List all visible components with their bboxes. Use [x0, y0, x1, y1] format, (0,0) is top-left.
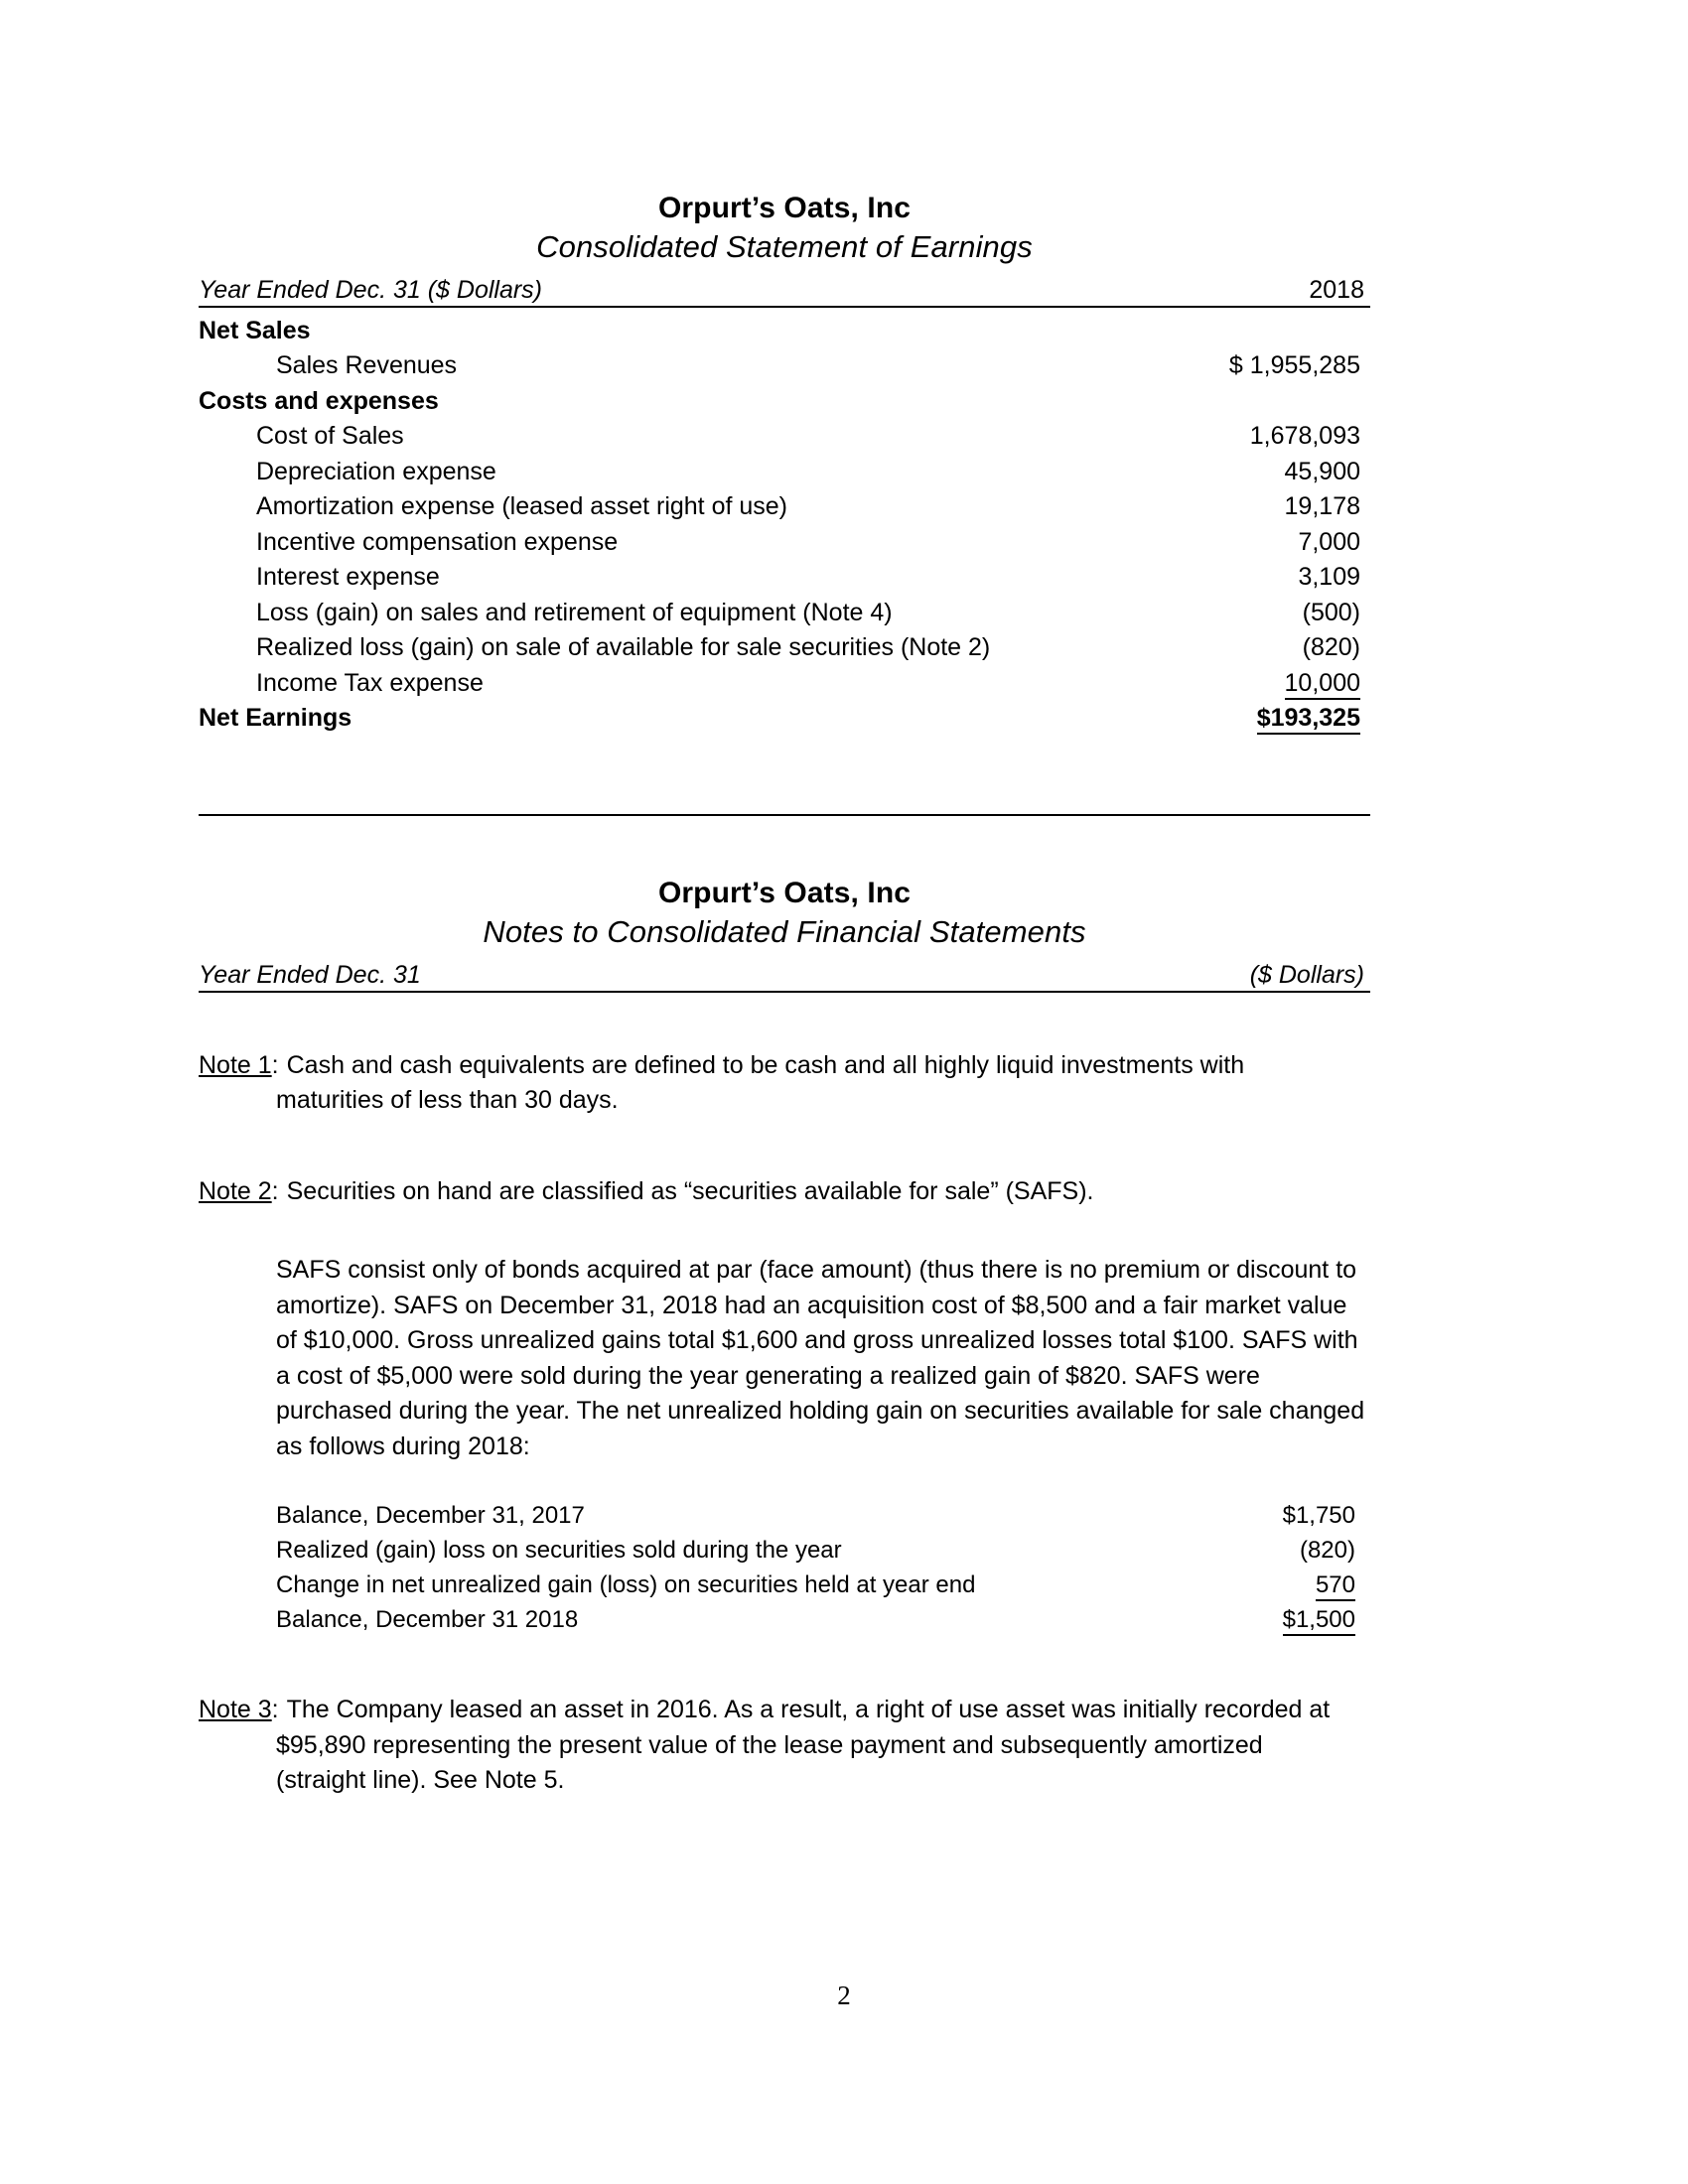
line-item-amount: $ 1,955,285 [1228, 351, 1360, 380]
row-amount [1167, 1568, 1373, 1602]
section-heading-label: Net Sales [199, 316, 311, 344]
note-3-tag-suffix: : [271, 1696, 279, 1724]
table-row [276, 1533, 1373, 1568]
note-3-tag [199, 1693, 287, 1728]
statement-line-item [199, 666, 1370, 702]
line-item-label: Sales Revenues [276, 351, 458, 380]
note-3-first-line [199, 1693, 1370, 1728]
note-2 [199, 1174, 1370, 1638]
statement-section-heading [199, 384, 1370, 420]
note-1-tag-label: Note 1 [199, 1050, 272, 1079]
statement-body [199, 314, 1370, 737]
statement-line-item [199, 560, 1370, 596]
statement-line-item [199, 630, 1370, 666]
note-1-line-2: maturities of less than 30 days. [276, 1086, 619, 1115]
line-item-amount-underlined: 10,000 [1285, 669, 1360, 700]
line-item-label: Incentive compensation expense [256, 527, 619, 556]
statement-line-item [199, 455, 1370, 490]
row-amount-underlined: 570 [1316, 1571, 1355, 1601]
row-label: Balance, December 31, 2017 [276, 1502, 585, 1530]
statement-line-item [199, 489, 1370, 525]
line-item-label: Loss (gain) on sales and retirement of equipment (Note 4) [256, 598, 893, 626]
note-2-tag-suffix: : [271, 1176, 279, 1205]
line-item-amount: 7,000 [1298, 527, 1360, 556]
note-2-first-line [199, 1174, 1370, 1210]
notes-period-label: Year Ended Dec. 31 [199, 960, 421, 989]
statement-total-row [199, 701, 1370, 737]
note-1-line-1: Cash and cash equivalents are defined to be cash and all highly liquid investments with [286, 1050, 1245, 1079]
page-number: 2 [837, 1980, 851, 2010]
table-row [276, 1568, 1373, 1602]
statement-title: Consolidated Statement of Earnings [536, 229, 1033, 264]
statement-line-item [199, 348, 1370, 384]
line-item-amount: 45,900 [1284, 457, 1360, 485]
note-2-tag-label: Note 2 [199, 1176, 272, 1205]
note-2-lead-text: Securities on hand are classified as “securities available for sale” (SAFS). [286, 1176, 1094, 1205]
section-divider [199, 814, 1370, 816]
row-amount: $1,750 [1282, 1502, 1355, 1530]
line-item-label: Cost of Sales [256, 422, 404, 451]
notes-currency-label: ($ Dollars) [1249, 960, 1364, 989]
note-2-rollforward-table [199, 1498, 1373, 1637]
note-1 [199, 1048, 1370, 1119]
row-amount: (820) [1299, 1537, 1355, 1565]
row-label: Change in net unrealized gain (loss) on securities held at year end [276, 1571, 976, 1599]
line-item-label: Depreciation expense [256, 457, 496, 485]
notes-company-name: Orpurt’s Oats, Inc [657, 876, 912, 909]
note-2-tag [199, 1174, 287, 1210]
notes-title: Notes to Consolidated Financial Statements [483, 913, 1086, 949]
statement-of-earnings-section [199, 189, 1370, 737]
notes-column-header [199, 961, 1370, 993]
line-item-label: Realized loss (gain) on sale of available for sale securities (Note 2) [256, 633, 991, 662]
statement-line-item [199, 419, 1370, 455]
table-row [276, 1498, 1373, 1533]
table-row [276, 1602, 1373, 1637]
statement-line-item [199, 596, 1370, 631]
statement-section-heading [199, 314, 1370, 349]
statement-year-column-label: 2018 [1309, 275, 1364, 304]
total-amount-underlined: $193,325 [1257, 704, 1360, 735]
total-label: Net Earnings [199, 704, 352, 733]
note-3-line-2: $95,890 representing the present value of the lease payment and subsequently amortized [276, 1730, 1263, 1759]
note-1-tag [199, 1048, 287, 1084]
line-item-amount: (820) [1302, 633, 1360, 662]
note-1-first-line [199, 1048, 1370, 1084]
line-item-amount: 3,109 [1298, 563, 1360, 592]
row-label: Realized (gain) loss on securities sold during the year [276, 1537, 842, 1565]
section-heading-label: Costs and expenses [199, 386, 439, 415]
statement-company-name: Orpurt’s Oats, Inc [657, 192, 912, 224]
note-3-line-1: The Company leased an asset in 2016. As a result, a right of use asset was initially recorded at [286, 1696, 1331, 1724]
total-amount [1132, 701, 1370, 737]
row-amount-underlined: $1,500 [1283, 1606, 1355, 1636]
note-2-paragraph: SAFS consist only of bonds acquired at par (face amount) (thus there is no premium or discount to amortize). SAFS on December 31, 2018 had an acquisition cost of $8,500 and a fair market value of $10,000. Gross unrealized gains total $1,600 and gross unrealized losses total $100. SAFS with a cost of $5,000 were sold during the year generating a realized gain of $820. SAFS were purchased during the year. The net unrealized holding gain on securities available for sale changed as follows during 2018: [276, 1256, 1365, 1460]
line-item-label: Interest expense [256, 563, 440, 592]
note-3 [199, 1693, 1370, 1799]
note-1-tag-suffix: : [271, 1050, 279, 1079]
row-label: Balance, December 31 2018 [276, 1606, 579, 1634]
line-item-amount: (500) [1302, 598, 1360, 626]
line-item-amount: 19,178 [1284, 492, 1360, 521]
line-item-label: Amortization expense (leased asset right of use) [256, 492, 787, 521]
line-item-label: Income Tax expense [256, 668, 484, 697]
statement-line-item [199, 525, 1370, 561]
statement-period-label: Year Ended Dec. 31 ($ Dollars) [199, 275, 543, 304]
note-3-line-3: (straight line). See Note 5. [276, 1766, 565, 1795]
line-item-amount: 1,678,093 [1249, 422, 1360, 451]
row-amount [1167, 1602, 1373, 1637]
statement-column-header [199, 276, 1370, 308]
note-3-tag-label: Note 3 [199, 1696, 272, 1724]
notes-section [199, 874, 1370, 1799]
line-item-amount [1132, 666, 1370, 702]
page-content [199, 189, 1370, 1799]
